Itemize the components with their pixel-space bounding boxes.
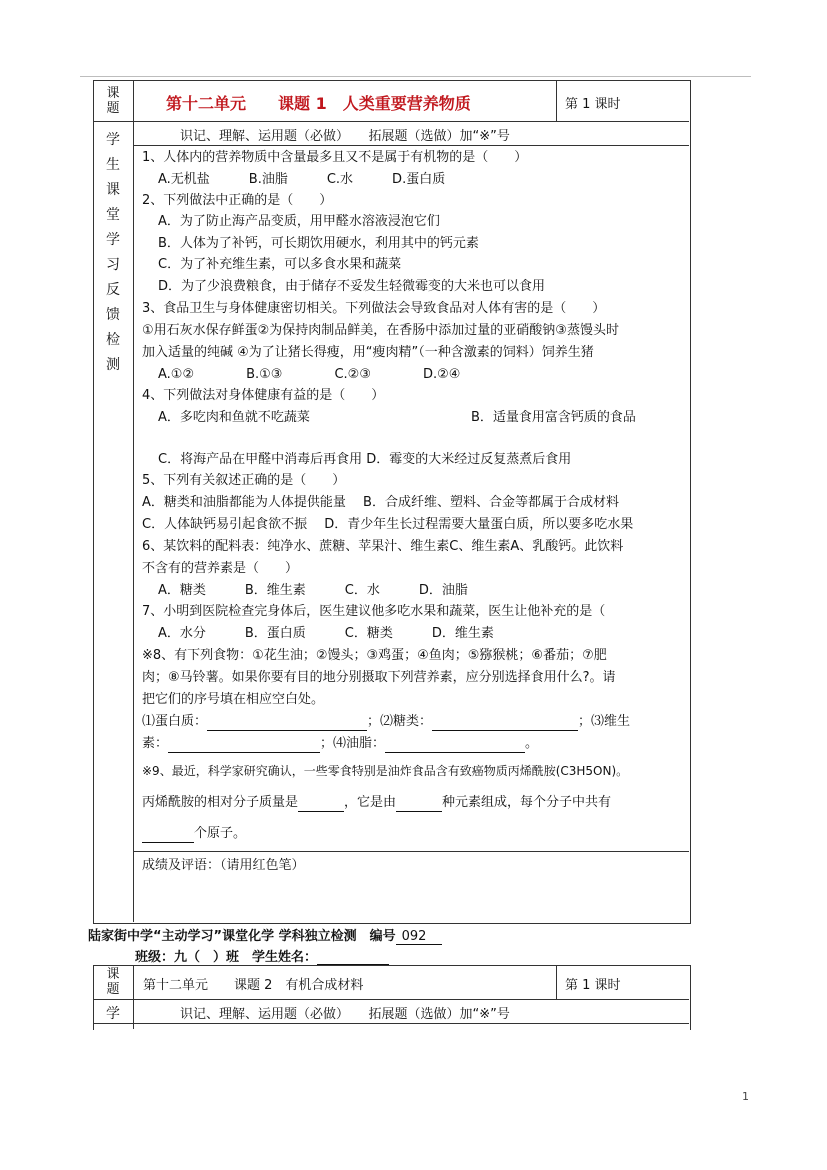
school-title xyxy=(88,925,442,945)
table-divider-left xyxy=(133,80,134,922)
atom-count-blank[interactable] xyxy=(142,828,194,843)
protein-answer-blank[interactable] xyxy=(207,716,367,731)
table-row-divider xyxy=(133,145,689,146)
side-char: 检 xyxy=(106,332,120,348)
side-char: 习 xyxy=(106,257,120,273)
side-char: 反 xyxy=(106,282,120,298)
question-9-line-3 xyxy=(142,825,246,843)
second-unit-title: 第十二单元 课题 2 有机合成材料 xyxy=(143,978,364,993)
question-3-line-1: ①用石灰水保存鲜蛋②为保持肉制品鲜美，在香肠中添加过量的亚硝酸钠③蒸馒头时 xyxy=(142,323,619,338)
q8-label-protein: ⑴蛋白质： xyxy=(142,714,208,729)
q8-label-vitamin: ；⑶维生 xyxy=(578,714,631,729)
q9-text-b: ，它是由 xyxy=(344,795,397,810)
instruction-line: 识记、理解、运用题（必做） 拓展题（选做）加“※”号 xyxy=(180,129,510,144)
question-2-option-d: D．为了少浪费粮食，由于储存不妥发生轻微霉变的大米也可以食用 xyxy=(158,279,546,294)
sugar-answer-blank[interactable] xyxy=(432,716,578,731)
table-divider-period xyxy=(556,80,557,121)
side-char: 馈 xyxy=(106,307,120,323)
student-name-blank[interactable] xyxy=(317,950,389,965)
question-8-line-1: ※8、有下列食物：①花生油；②馒头；③鸡蛋；④鱼肉；⑤猕猴桃；⑥番茄；⑦肥 xyxy=(142,648,607,663)
q8-end: 。 xyxy=(525,736,539,751)
side-char: 课 xyxy=(106,182,120,198)
question-8-fill-line-2 xyxy=(142,735,538,753)
test-number: 092 xyxy=(396,929,443,945)
grade-label: 成绩及评语：（请用红色笔） xyxy=(142,858,305,873)
class-label: 班级：九（ ）班 学生姓名： xyxy=(135,950,318,965)
question-1-options: A.无机盐 B.油脂 C.水 D.蛋白质 xyxy=(158,172,446,187)
element-count-blank[interactable] xyxy=(396,797,442,812)
question-2-option-a: A．为了防止海产品变质，用甲醛水溶液浸泡它们 xyxy=(158,214,440,229)
question-4-option-b: B．适量食用富含钙质的食品 xyxy=(471,410,636,425)
table-row-divider xyxy=(133,851,689,852)
question-5-options-ab: A．糖类和油脂都能为人体提供能量 B．合成纤维、塑料、合金等都属于合成材料 xyxy=(142,495,619,510)
table-row-divider xyxy=(93,999,689,1000)
question-4: 4、下列做法对身体健康有益的是（ ） xyxy=(142,388,385,403)
question-8-line-2: 肉；⑧马铃薯。如果你要有目的地分别摄取下列营养素，应分别选择食用什么?。请 xyxy=(142,670,616,685)
table-divider-period xyxy=(556,965,557,999)
table-row-divider xyxy=(93,1023,689,1024)
school-name: 陆家街中学“主动学习”课堂化学 学科独立检测 编号 xyxy=(88,929,396,944)
question-1: 1、人体内的营养物质中含量最多且又不是属于有机物的是（ ） xyxy=(142,150,528,165)
side-char: 生 xyxy=(106,157,120,173)
question-6-options: A．糖类 B．维生素 C．水 D．油脂 xyxy=(158,583,468,598)
page-number: 1 xyxy=(742,1090,749,1103)
q8-label-sugar: ；⑵糖类： xyxy=(367,714,433,729)
question-6-line-1: 6、某饮料的配料表：纯净水、蔗糖、苹果汁、维生素C、维生素A、乳酸钙。此饮料 xyxy=(142,539,624,554)
q9-text-a: 丙烯酰胺的相对分子质量是 xyxy=(142,795,299,810)
header-label: 课题 xyxy=(106,85,120,116)
side-label xyxy=(93,128,133,378)
period-label: 第 1 课时 xyxy=(565,97,621,112)
q9-text-d: 个原子。 xyxy=(194,826,247,841)
question-5: 5、下列有关叙述正确的是（ ） xyxy=(142,473,346,488)
question-3: 3、食品卫生与身体健康密切相关。下列做法会导致食品对人体有害的是（ ） xyxy=(142,301,606,316)
table-divider-left xyxy=(133,965,134,1029)
question-2-option-c: C．为了补充维生素，可以多食水果和蔬菜 xyxy=(158,257,402,272)
question-4-options-cd: C．将海产品在甲醛中消毒后再食用 D．霉变的大米经过反复蒸煮后食用 xyxy=(158,452,572,467)
oil-answer-blank[interactable] xyxy=(385,738,525,753)
question-2: 2、下列做法中正确的是（ ） xyxy=(142,193,333,208)
question-7: 7、小明到医院检查完身体后，医生建议他多吃水果和蔬菜，医生让他补充的是（ xyxy=(142,604,606,619)
question-3-line-2: 加入适量的纯碱 ④为了让猪长得瘦，用“瘦肉精”（一种含激素的饲料）饲养生猪 xyxy=(142,345,594,360)
side-char: 堂 xyxy=(106,207,120,223)
question-6-line-2: 不含有的营养素是（ ） xyxy=(142,561,299,576)
question-8-line-3: 把它们的序号填在相应空白处。 xyxy=(142,692,325,707)
question-3-options: A.①② B.①③ C.②③ D.②④ xyxy=(158,367,461,382)
molar-mass-blank[interactable] xyxy=(298,797,344,812)
q8-label-vitamin-cont: 素： xyxy=(142,736,169,751)
vitamin-answer-blank[interactable] xyxy=(168,738,320,753)
second-period-label: 第 1 课时 xyxy=(565,978,621,993)
question-8-fill-line-1 xyxy=(142,713,630,731)
second-instruction-line: 识记、理解、运用题（必做） 拓展题（选做）加“※”号 xyxy=(180,1007,510,1022)
question-9-line-1: ※9、最近，科学家研究确认，一些零食特别是油炸食品含有致癌物质丙烯酰胺(C3H5ON)。 xyxy=(142,764,629,778)
second-side-label: 学 xyxy=(106,1006,120,1022)
question-4-option-a: A．多吃肉和鱼就不吃蔬菜 xyxy=(158,410,310,425)
table-row-divider xyxy=(93,121,689,122)
second-header-label: 课题 xyxy=(106,967,120,997)
question-2-option-b: B．人体为了补钙，可长期饮用硬水，利用其中的钙元素 xyxy=(158,236,479,251)
side-char: 学 xyxy=(106,132,120,148)
unit-title: 第十二单元 课题 1 人类重要营养物质 xyxy=(166,94,471,113)
question-9-line-2 xyxy=(142,794,611,812)
side-char: 学 xyxy=(106,232,120,248)
q9-text-c: 种元素组成，每个分子中共有 xyxy=(442,795,612,810)
question-5-options-cd: C．人体缺钙易引起食欲不振 D．青少年生长过程需要大量蛋白质，所以要多吃水果 xyxy=(142,517,634,532)
student-info xyxy=(135,946,389,965)
side-char: 测 xyxy=(106,357,120,373)
question-7-options: A．水分 B．蛋白质 C．糖类 D．维生素 xyxy=(158,626,494,641)
page-header-rule xyxy=(80,76,751,77)
q8-label-oil: ；⑷油脂： xyxy=(320,736,386,751)
